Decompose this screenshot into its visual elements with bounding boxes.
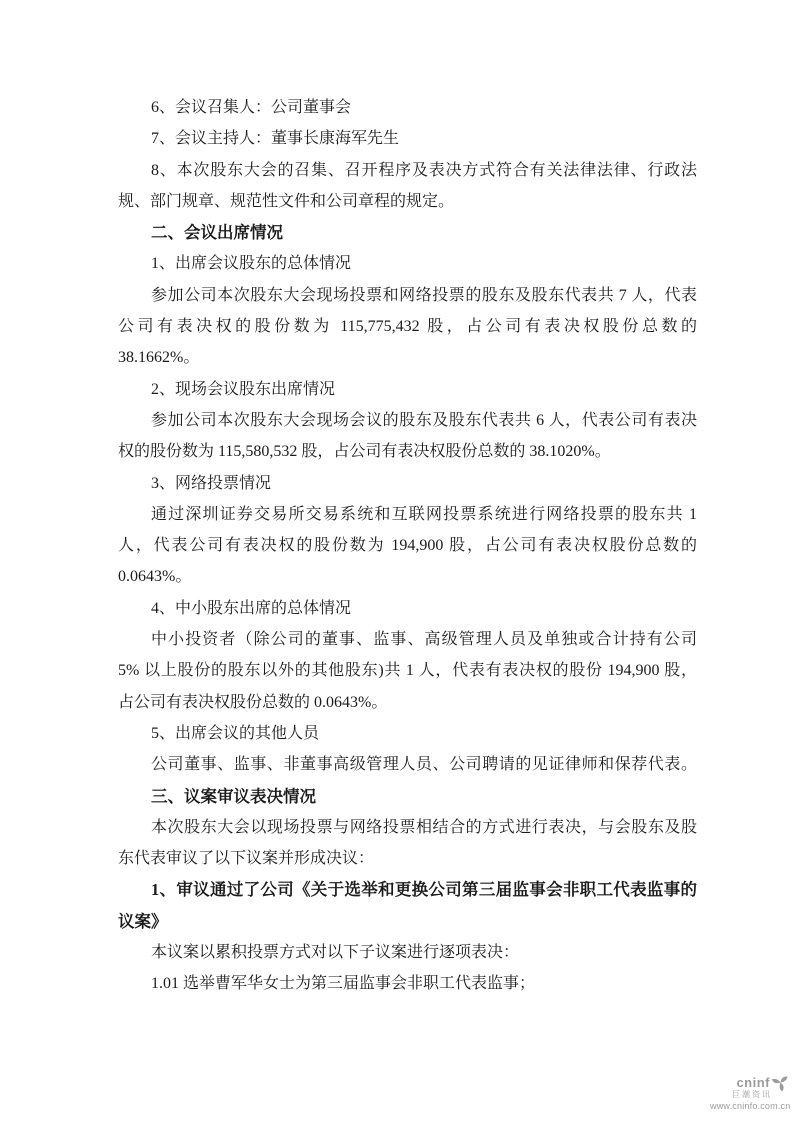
line-sub-proposal-101: 1.01 选举曹军华女士为第三届监事会非职工代表监事； [151,975,536,993]
line-overall-1: 参加公司本次股东大会现场投票和网络投票的股东及股东代表共 7 人，代表 [151,286,697,304]
line-procedure-2: 规、部门规章、规范性文件和公司章程的规定。 [118,192,455,210]
line-overall-3: 38.1662%。 [118,349,200,367]
line-convener: 6、会议召集人：公司董事会 [151,99,352,116]
line-voting-intro-1: 本次股东大会以现场投票与网络投票相结合的方式进行表决，与会股东及股 [151,818,697,836]
line-minority-2: 5% 以上股份的股东以外的其他股东)共 1 人，代表有表决权的股份 194,900 股， [118,662,697,680]
cninfo-url: www.cninfo.com.cn [710,1101,791,1111]
line-online-2: 人，代表公司有表决权的股份数为 194,900 股，占公司有表决权股份总数的 [118,537,697,555]
cninfo-chinese-name: 巨潮资讯 [732,1090,772,1099]
line-procedure-1: 8、本次股东大会的召集、召开程序及表决方式符合有关法律法律、行政法 [151,161,697,179]
line-overall-2: 公司有表决权的股份数为 115,775,432 股，占公司有表决权股份总数的 [118,318,697,336]
heading-attendance: 二、会议出席情况 [151,223,283,243]
document-body [118,92,697,1000]
line-cumulative-voting: 本议案以累积投票方式对以下子议案进行逐项表决： [151,944,520,962]
cninfo-brand-text: cninf [736,1074,770,1090]
line-minority-1: 中小投资者（除公司的董事、监事、高级管理人员及单独或合计持有公司 [151,631,697,649]
cninfo-swirl-icon [771,1074,790,1091]
heading-voting: 三、议案审议表决情况 [151,786,316,806]
line-others-1: 公司董事、监事、非董事高级管理人员、公司聘请的见证律师和保荐代表。 [151,756,697,774]
line-online-1: 通过深圳证券交易所交易系统和互联网投票系统进行网络投票的股东共 1 [151,505,697,523]
line-others-title: 5、出席会议的其他人员 [151,724,320,742]
cninfo-logo-row [710,1074,790,1090]
line-overall-title: 1、出席会议股东的总体情况 [151,255,352,273]
line-online-title: 3、网络投票情况 [151,474,272,492]
line-minority-title: 4、中小股东出席的总体情况 [151,599,352,617]
heading-resolution-2: 议案》 [118,911,168,931]
line-online-3: 0.0643%。 [118,568,192,586]
line-onsite-title: 2、现场会议股东出席情况 [151,380,336,398]
line-onsite-2: 权的股份数为 115,580,532 股，占公司有表决权股份总数的 38.1020%。 [118,443,611,461]
line-minority-3: 占公司有表决权股份总数的 0.0643%。 [118,693,388,711]
line-chairperson: 7、会议主持人：董事长康海军先生 [151,130,400,148]
line-voting-intro-2: 东代表审议了以下议案并形成决议： [118,850,375,868]
line-onsite-1: 参加公司本次股东大会现场会议的股东及股东代表共 6 人，代表公司有表决 [151,411,697,429]
cninfo-logo [710,1074,790,1111]
heading-resolution-1: 1、审议通过了公司《关于选举和更换公司第三届监事会非职工代表监事的 [151,880,697,900]
